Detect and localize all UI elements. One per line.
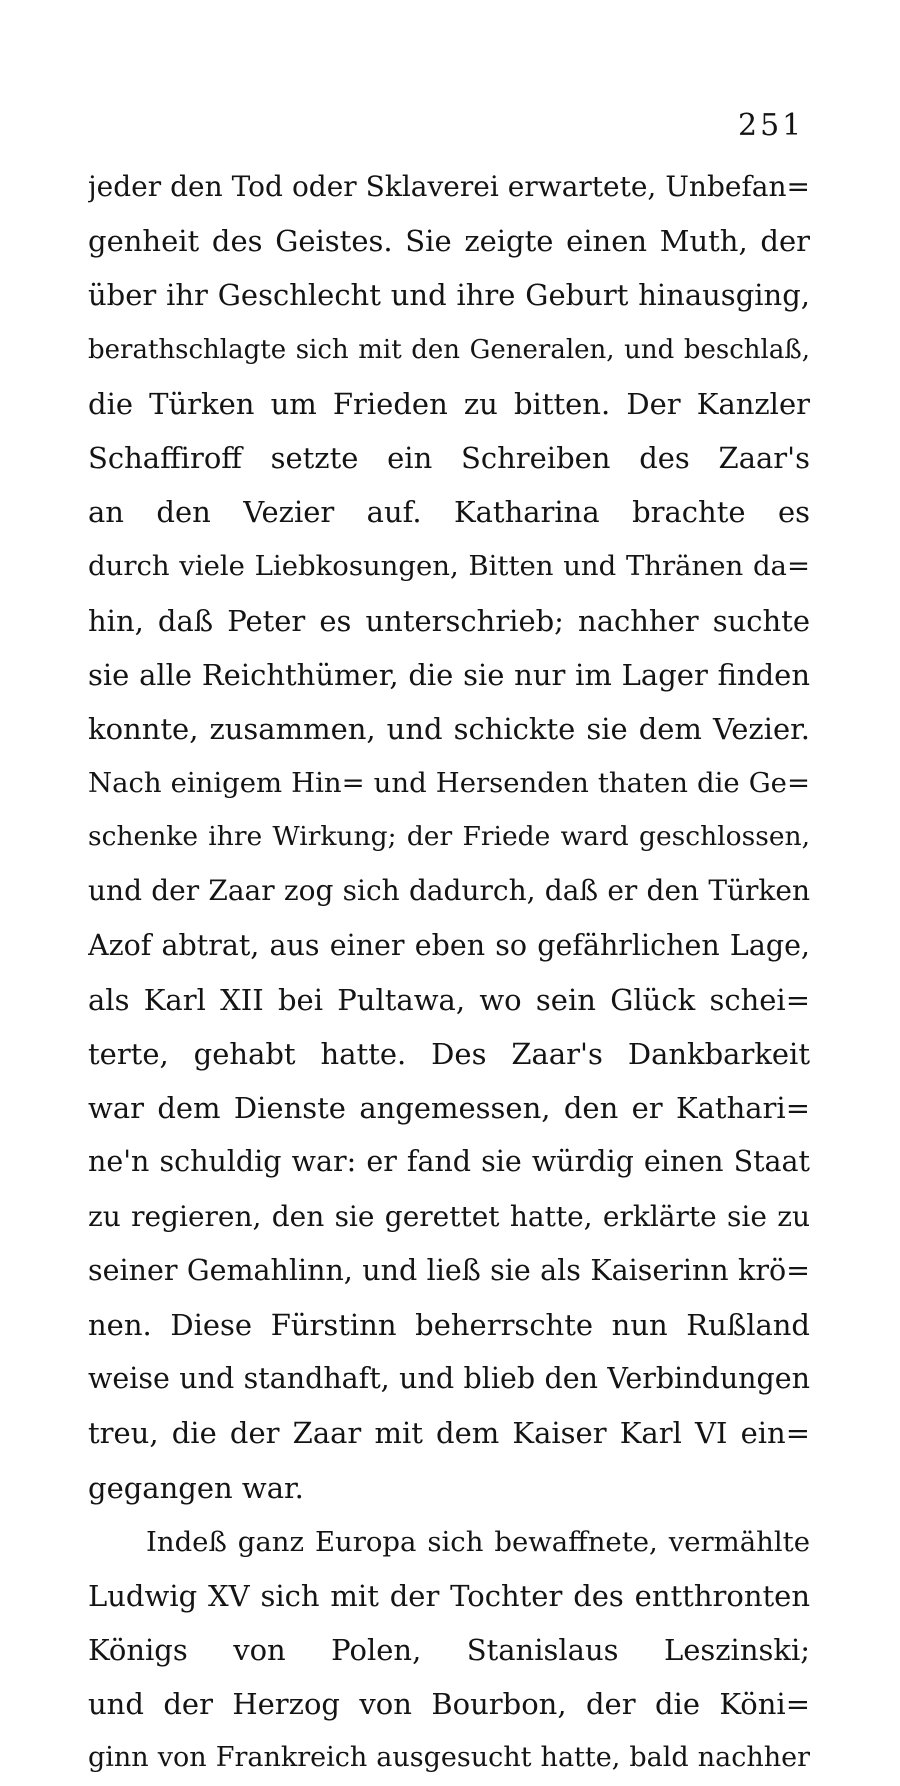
paragraph (88, 160, 810, 1515)
text-line: gegangen war. (88, 1470, 304, 1505)
text-line: terte, gehabt hatte. Des Zaar's Dankbarkeit (88, 1037, 810, 1071)
text-line: Nach einigem Hin= und Hersenden thaten die Ge= (88, 767, 810, 800)
text-line: genheit des Geistes. Sie zeigte einen Muth, der (88, 224, 810, 259)
text-line: seiner Gemahlinn, und ließ sie als Kaiserinn krö= (88, 1253, 810, 1287)
text-line: berathschlagte sich mit den Generalen, und beschlaß, (88, 334, 810, 365)
text-line: zu regieren, den sie gerettet hatte, erklärte sie zu (88, 1199, 810, 1233)
text-line: nen. Diese Fürstinn beherrschte nun Rußland (88, 1307, 810, 1342)
text-line: schenke ihre Wirkung; der Friede ward geschlossen, (88, 821, 810, 853)
text-line: die Türken um Frieden zu bitten. Der Kanzler (88, 386, 810, 421)
text-line: weise und standhaft, und blieb den Verbindungen (88, 1362, 810, 1396)
text-line: als Karl XII bei Pultawa, wo sein Glück schei= (88, 982, 810, 1017)
text-line: an den Vezier auf. Katharina brachte es (88, 495, 810, 530)
text-line: ne'n schuldig war: er fand sie würdig einen Staat (88, 1145, 810, 1179)
text-line: und der Zaar zog sich dadurch, daß er den Türken (88, 874, 810, 908)
text-line: ginn von Frankreich ausgesucht hatte, bald nachher (88, 1742, 810, 1774)
text-line: Azof abtrat, aus einer eben so gefährlichen Lage, (88, 928, 810, 962)
text-line: über ihr Geschlecht und ihre Geburt hinausging, (88, 278, 810, 313)
paragraph (88, 1515, 810, 1786)
page-number: 251 (738, 108, 805, 143)
text-line: sie alle Reichthümer, die sie nur im Lager finden (88, 657, 810, 692)
text-line: Indeß ganz Europa sich bewaffnete, vermählte (146, 1525, 810, 1558)
text-line: hin, daß Peter es unterschrieb; nachher suchte (88, 603, 810, 638)
text-line: jeder den Tod oder Sklaverei erwartete, Unbefan= (88, 170, 810, 203)
text-line: durch viele Liebkosungen, Bitten und Thränen da= (88, 550, 810, 583)
text-line: war dem Dienste angemessen, den er Kathari= (88, 1091, 810, 1126)
text-line: treu, die der Zaar mit dem Kaiser Karl VI ein= (88, 1416, 810, 1451)
text-line: konnte, zusammen, und schickte sie dem Vezier. (88, 711, 810, 746)
body-text (88, 160, 810, 1786)
text-line: Schaffiroff setzte ein Schreiben des Zaar's (88, 440, 810, 475)
text-line: und der Herzog von Bourbon, der die Köni= (88, 1687, 810, 1722)
text-line: Ludwig XV sich mit der Tochter des entthronten (88, 1578, 810, 1613)
text-line: Königs von Polen, Stanislaus Leszinski; (88, 1633, 810, 1668)
